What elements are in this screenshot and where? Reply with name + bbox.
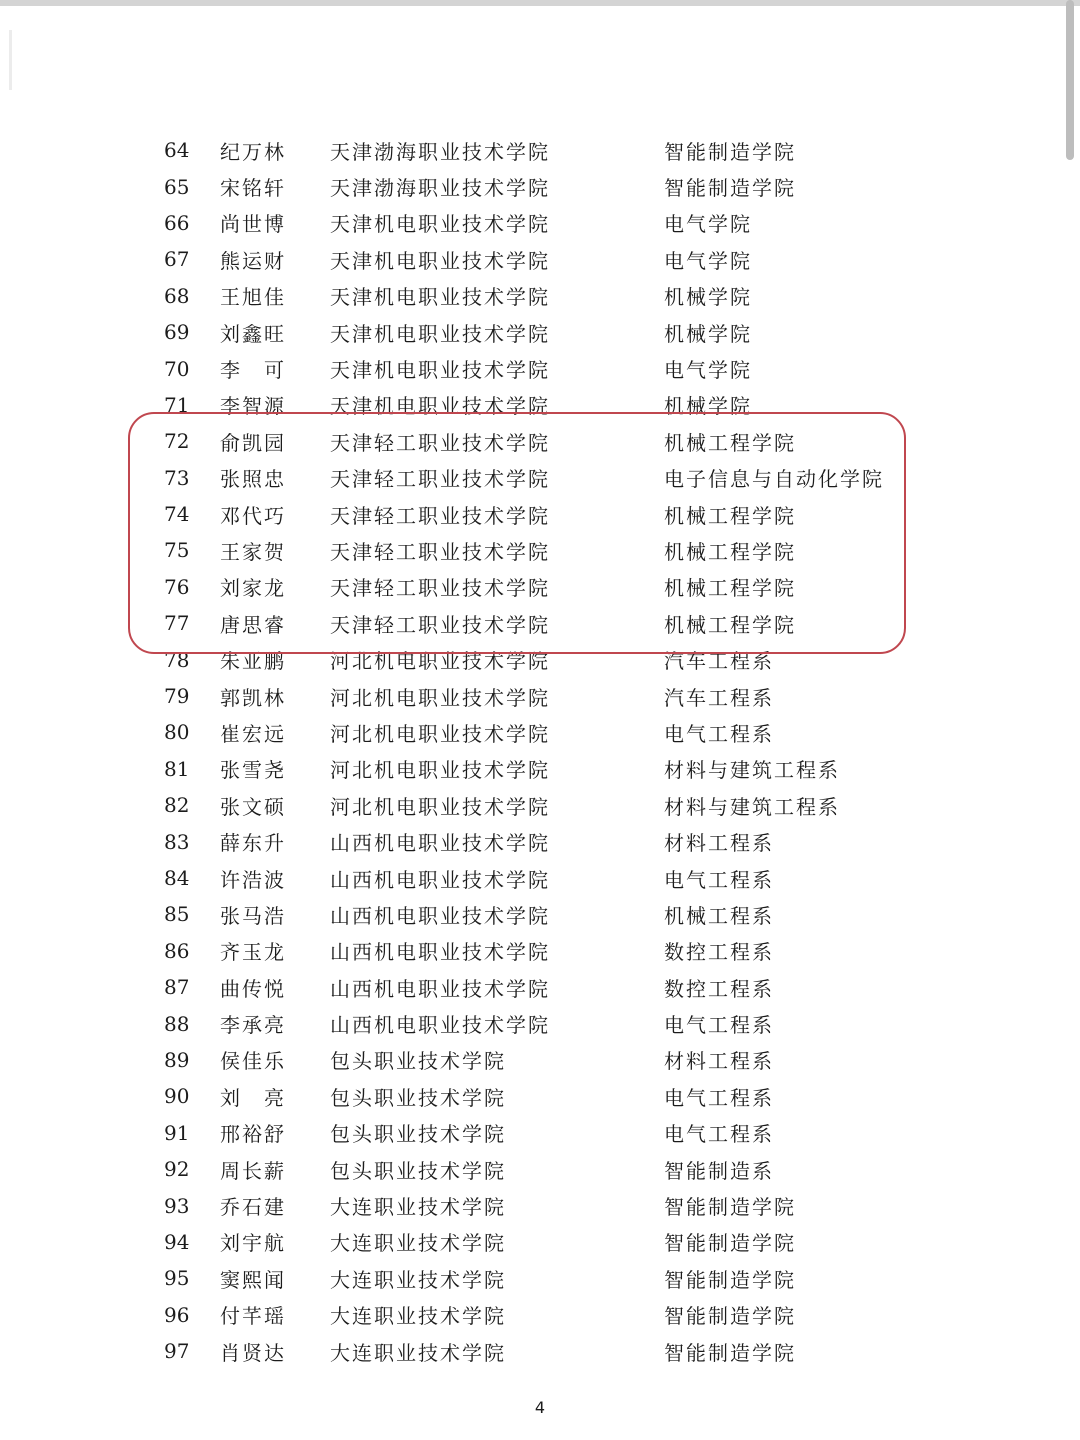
school-name: 山西机电职业技术学院 — [330, 1013, 550, 1038]
row-number: 83 — [164, 829, 190, 854]
table-row — [150, 1115, 910, 1151]
school-name: 天津机电职业技术学院 — [330, 212, 550, 237]
department-name: 数控工程系 — [664, 940, 774, 965]
student-name: 周长薪 — [220, 1158, 286, 1183]
student-name: 王旭佳 — [220, 285, 286, 310]
school-name: 天津轻工职业技术学院 — [330, 467, 550, 492]
row-number: 81 — [164, 756, 190, 781]
school-name: 大连职业技术学院 — [330, 1195, 506, 1220]
row-number: 72 — [164, 429, 190, 454]
school-name: 河北机电职业技术学院 — [330, 649, 550, 674]
department-name: 电气学院 — [664, 212, 752, 237]
school-name: 天津轻工职业技术学院 — [330, 539, 550, 564]
row-number: 79 — [164, 684, 190, 709]
department-name: 机械工程学院 — [664, 612, 796, 637]
row-number: 95 — [164, 1266, 190, 1291]
row-number: 80 — [164, 720, 190, 745]
department-name: 电气工程系 — [664, 867, 774, 892]
department-name: 机械工程系 — [664, 903, 774, 928]
table-row — [150, 641, 910, 677]
student-name: 刘宇航 — [220, 1231, 286, 1256]
row-number: 65 — [164, 174, 190, 199]
student-name: 纪万林 — [220, 139, 286, 164]
table-row — [150, 1333, 910, 1369]
department-name: 电气工程系 — [664, 1122, 774, 1147]
table-row — [150, 532, 910, 568]
school-name: 天津轻工职业技术学院 — [330, 503, 550, 528]
school-name: 天津轻工职业技术学院 — [330, 576, 550, 601]
department-name: 机械工程学院 — [664, 503, 796, 528]
page-number: 4 — [534, 1398, 546, 1417]
school-name: 天津机电职业技术学院 — [330, 358, 550, 383]
department-name: 智能制造系 — [664, 1158, 774, 1183]
department-name: 机械工程学院 — [664, 576, 796, 601]
school-name: 天津机电职业技术学院 — [330, 248, 550, 273]
school-name: 河北机电职业技术学院 — [330, 794, 550, 819]
student-name: 尚世博 — [220, 212, 286, 237]
table-row — [150, 860, 910, 896]
window-top-edge — [0, 0, 1080, 6]
table-row — [150, 1151, 910, 1187]
table-row — [150, 423, 910, 459]
school-name: 包头职业技术学院 — [330, 1049, 506, 1074]
department-name: 机械学院 — [664, 394, 752, 419]
table-row — [150, 751, 910, 787]
table-row — [150, 1005, 910, 1041]
department-name: 机械学院 — [664, 321, 752, 346]
school-name: 包头职业技术学院 — [330, 1158, 506, 1183]
department-name: 机械学院 — [664, 285, 752, 310]
department-name: 智能制造学院 — [664, 1340, 796, 1365]
department-name: 汽车工程系 — [664, 685, 774, 710]
table-row — [150, 314, 910, 350]
school-name: 天津机电职业技术学院 — [330, 285, 550, 310]
department-name: 智能制造学院 — [664, 1231, 796, 1256]
student-name: 邓代巧 — [220, 503, 286, 528]
department-name: 材料与建筑工程系 — [664, 758, 840, 783]
row-number: 85 — [164, 902, 190, 927]
department-name: 智能制造学院 — [664, 139, 796, 164]
student-name: 俞凯园 — [220, 430, 286, 455]
table-row — [150, 460, 910, 496]
student-name: 侯佳乐 — [220, 1049, 286, 1074]
row-number: 86 — [164, 938, 190, 963]
student-name: 李 可 — [220, 358, 286, 383]
student-name: 张照忠 — [220, 467, 286, 492]
department-name: 数控工程系 — [664, 976, 774, 1001]
school-name: 包头职业技术学院 — [330, 1085, 506, 1110]
row-number: 74 — [164, 502, 190, 527]
department-name: 汽车工程系 — [664, 649, 774, 674]
table-row — [150, 205, 910, 241]
row-number: 88 — [164, 1011, 190, 1036]
row-number: 97 — [164, 1339, 190, 1364]
school-name: 山西机电职业技术学院 — [330, 867, 550, 892]
school-name: 山西机电职业技术学院 — [330, 976, 550, 1001]
student-name: 张马浩 — [220, 903, 286, 928]
student-name: 乔石建 — [220, 1195, 286, 1220]
row-number: 78 — [164, 647, 190, 672]
school-name: 天津轻工职业技术学院 — [330, 430, 550, 455]
table-row — [150, 278, 910, 314]
student-name: 薛东升 — [220, 831, 286, 856]
student-name: 唐思睿 — [220, 612, 286, 637]
page-edge-shadow — [9, 30, 12, 90]
student-name: 刘家龙 — [220, 576, 286, 601]
row-number: 69 — [164, 320, 190, 345]
table-row — [150, 823, 910, 859]
department-name: 材料工程系 — [664, 1049, 774, 1074]
row-number: 67 — [164, 247, 190, 272]
student-name: 宋铭轩 — [220, 176, 286, 201]
school-name: 天津机电职业技术学院 — [330, 321, 550, 346]
student-name: 张雪尧 — [220, 758, 286, 783]
student-name: 李承亮 — [220, 1013, 286, 1038]
department-name: 智能制造学院 — [664, 176, 796, 201]
table-row — [150, 132, 910, 168]
scrollbar-thumb[interactable] — [1066, 0, 1074, 160]
table-row — [150, 496, 910, 532]
department-name: 电气工程系 — [664, 1085, 774, 1110]
table-row — [150, 168, 910, 204]
table-row — [150, 569, 910, 605]
table-row — [150, 678, 910, 714]
row-number: 66 — [164, 210, 190, 235]
student-name: 熊运财 — [220, 248, 286, 273]
row-number: 90 — [164, 1084, 190, 1109]
student-name: 刘 亮 — [220, 1085, 286, 1110]
school-name: 山西机电职业技术学院 — [330, 903, 550, 928]
table-row — [150, 896, 910, 932]
student-name: 李智源 — [220, 394, 286, 419]
name-list-table — [150, 132, 910, 1369]
table-row — [150, 350, 910, 386]
school-name: 大连职业技术学院 — [330, 1340, 506, 1365]
row-number: 75 — [164, 538, 190, 563]
row-number: 94 — [164, 1229, 190, 1254]
student-name: 朱亚鹏 — [220, 649, 286, 674]
row-number: 91 — [164, 1120, 190, 1145]
row-number: 76 — [164, 574, 190, 599]
school-name: 山西机电职业技术学院 — [330, 831, 550, 856]
student-name: 许浩波 — [220, 867, 286, 892]
department-name: 材料与建筑工程系 — [664, 794, 840, 819]
row-number: 71 — [164, 392, 190, 417]
student-name: 王家贺 — [220, 539, 286, 564]
student-name: 曲传悦 — [220, 976, 286, 1001]
school-name: 河北机电职业技术学院 — [330, 758, 550, 783]
school-name: 天津渤海职业技术学院 — [330, 176, 550, 201]
school-name: 山西机电职业技术学院 — [330, 940, 550, 965]
student-name: 付芊瑶 — [220, 1304, 286, 1329]
table-row — [150, 1297, 910, 1333]
table-row — [150, 1187, 910, 1223]
school-name: 天津轻工职业技术学院 — [330, 612, 550, 637]
school-name: 大连职业技术学院 — [330, 1267, 506, 1292]
table-row — [150, 241, 910, 277]
department-name: 电气工程系 — [664, 721, 774, 746]
department-name: 智能制造学院 — [664, 1304, 796, 1329]
student-name: 肖贤达 — [220, 1340, 286, 1365]
school-name: 天津渤海职业技术学院 — [330, 139, 550, 164]
school-name: 天津机电职业技术学院 — [330, 394, 550, 419]
row-number: 93 — [164, 1193, 190, 1218]
school-name: 大连职业技术学院 — [330, 1231, 506, 1256]
department-name: 材料工程系 — [664, 831, 774, 856]
department-name: 智能制造学院 — [664, 1267, 796, 1292]
row-number: 92 — [164, 1157, 190, 1182]
department-name: 电子信息与自动化学院 — [664, 467, 884, 492]
student-name: 崔宏远 — [220, 721, 286, 746]
department-name: 机械工程学院 — [664, 430, 796, 455]
table-row — [150, 1042, 910, 1078]
school-name: 大连职业技术学院 — [330, 1304, 506, 1329]
table-row — [150, 1224, 910, 1260]
table-row — [150, 387, 910, 423]
department-name: 智能制造学院 — [664, 1195, 796, 1220]
table-row — [150, 1078, 910, 1114]
row-number: 68 — [164, 283, 190, 308]
table-row — [150, 969, 910, 1005]
row-number: 82 — [164, 793, 190, 818]
row-number: 89 — [164, 1047, 190, 1072]
row-number: 70 — [164, 356, 190, 381]
row-number: 64 — [164, 138, 190, 163]
row-number: 73 — [164, 465, 190, 490]
row-number: 87 — [164, 975, 190, 1000]
row-number: 77 — [164, 611, 190, 636]
school-name: 包头职业技术学院 — [330, 1122, 506, 1147]
table-row — [150, 1260, 910, 1296]
student-name: 张文硕 — [220, 794, 286, 819]
school-name: 河北机电职业技术学院 — [330, 685, 550, 710]
student-name: 刘鑫旺 — [220, 321, 286, 346]
school-name: 河北机电职业技术学院 — [330, 721, 550, 746]
department-name: 电气学院 — [664, 248, 752, 273]
table-row — [150, 787, 910, 823]
student-name: 邢裕舒 — [220, 1122, 286, 1147]
table-row — [150, 933, 910, 969]
table-row — [150, 714, 910, 750]
student-name: 郭凯林 — [220, 685, 286, 710]
department-name: 电气学院 — [664, 358, 752, 383]
department-name: 机械工程学院 — [664, 539, 796, 564]
student-name: 窦熙闻 — [220, 1267, 286, 1292]
table-row — [150, 605, 910, 641]
row-number: 84 — [164, 866, 190, 890]
row-number: 96 — [164, 1302, 190, 1327]
department-name: 电气工程系 — [664, 1013, 774, 1038]
student-name: 齐玉龙 — [220, 940, 286, 965]
